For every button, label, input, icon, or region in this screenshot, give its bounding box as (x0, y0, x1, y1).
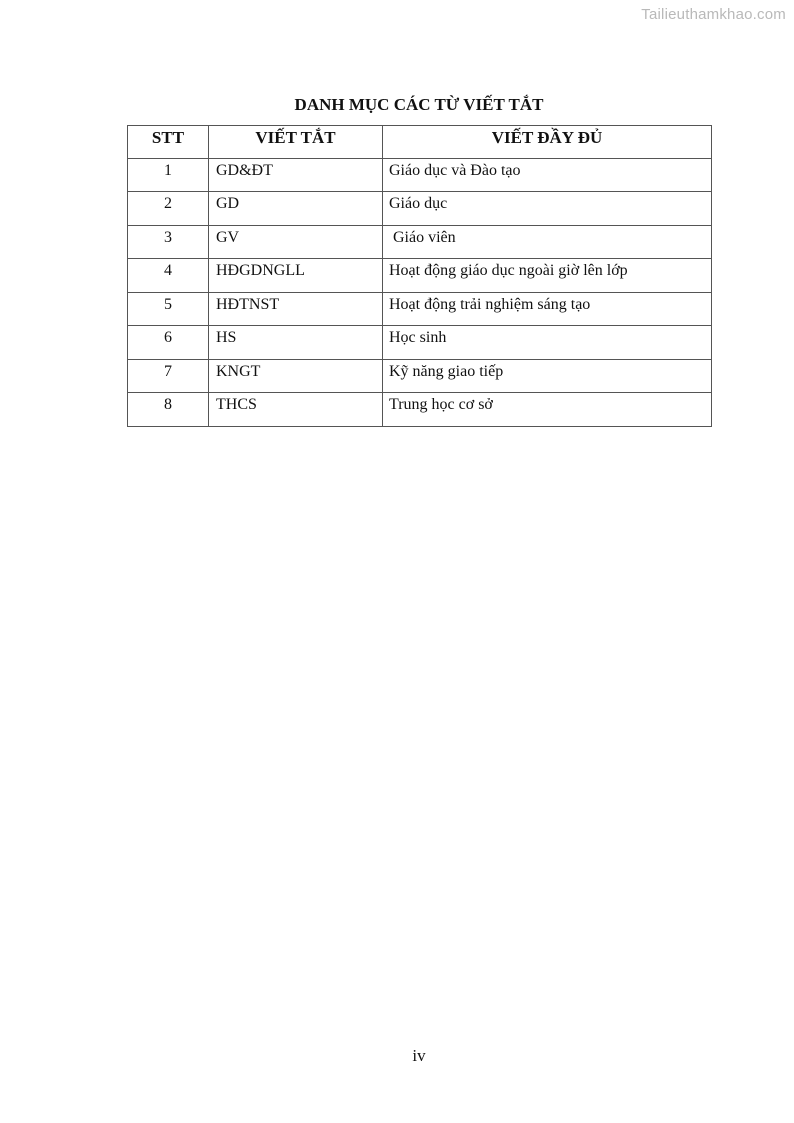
cell-full-form: Kỹ năng giao tiếp (383, 359, 712, 393)
cell-abbreviation: HĐGDNGLL (209, 259, 383, 293)
cell-stt: 7 (128, 359, 209, 393)
column-header-abbreviation: VIẾT TẮT (209, 126, 383, 159)
column-header-stt: STT (128, 126, 209, 159)
cell-abbreviation: HĐTNST (209, 292, 383, 326)
cell-abbreviation: HS (209, 326, 383, 360)
cell-stt: 6 (128, 326, 209, 360)
table-row (128, 259, 712, 293)
cell-abbreviation: GD (209, 192, 383, 226)
cell-abbreviation: THCS (209, 393, 383, 427)
page-title: DANH MỤC CÁC TỪ VIẾT TẮT (294, 95, 544, 114)
cell-full-form: Hoạt động trải nghiệm sáng tạo (383, 292, 712, 326)
watermark: Tailieuthamkhao.com (641, 6, 786, 23)
cell-stt: 3 (128, 225, 209, 259)
cell-stt: 8 (128, 393, 209, 427)
table-row (128, 359, 712, 393)
table-row (128, 292, 712, 326)
cell-full-form: Trung học cơ sở (383, 393, 712, 427)
cell-stt: 4 (128, 259, 209, 293)
table-row (128, 225, 712, 259)
table-row (128, 393, 712, 427)
table-row (128, 158, 712, 192)
cell-stt: 5 (128, 292, 209, 326)
cell-stt: 2 (128, 192, 209, 226)
table-row (128, 192, 712, 226)
page-number: iv (412, 1046, 426, 1065)
cell-full-form: Giáo viên (383, 225, 712, 259)
cell-abbreviation: GD&ĐT (209, 158, 383, 192)
cell-full-form: Học sinh (383, 326, 712, 360)
cell-abbreviation: GV (209, 225, 383, 259)
cell-full-form: Giáo dục và Đào tạo (383, 158, 712, 192)
cell-abbreviation: KNGT (209, 359, 383, 393)
cell-stt: 1 (128, 158, 209, 192)
cell-full-form: Giáo dục (383, 192, 712, 226)
abbreviation-table (127, 125, 712, 427)
column-header-full-form: VIẾT ĐẦY ĐỦ (383, 126, 712, 159)
table-header-row (128, 126, 712, 159)
table-row (128, 326, 712, 360)
cell-full-form: Hoạt động giáo dục ngoài giờ lên lớp (383, 259, 712, 293)
